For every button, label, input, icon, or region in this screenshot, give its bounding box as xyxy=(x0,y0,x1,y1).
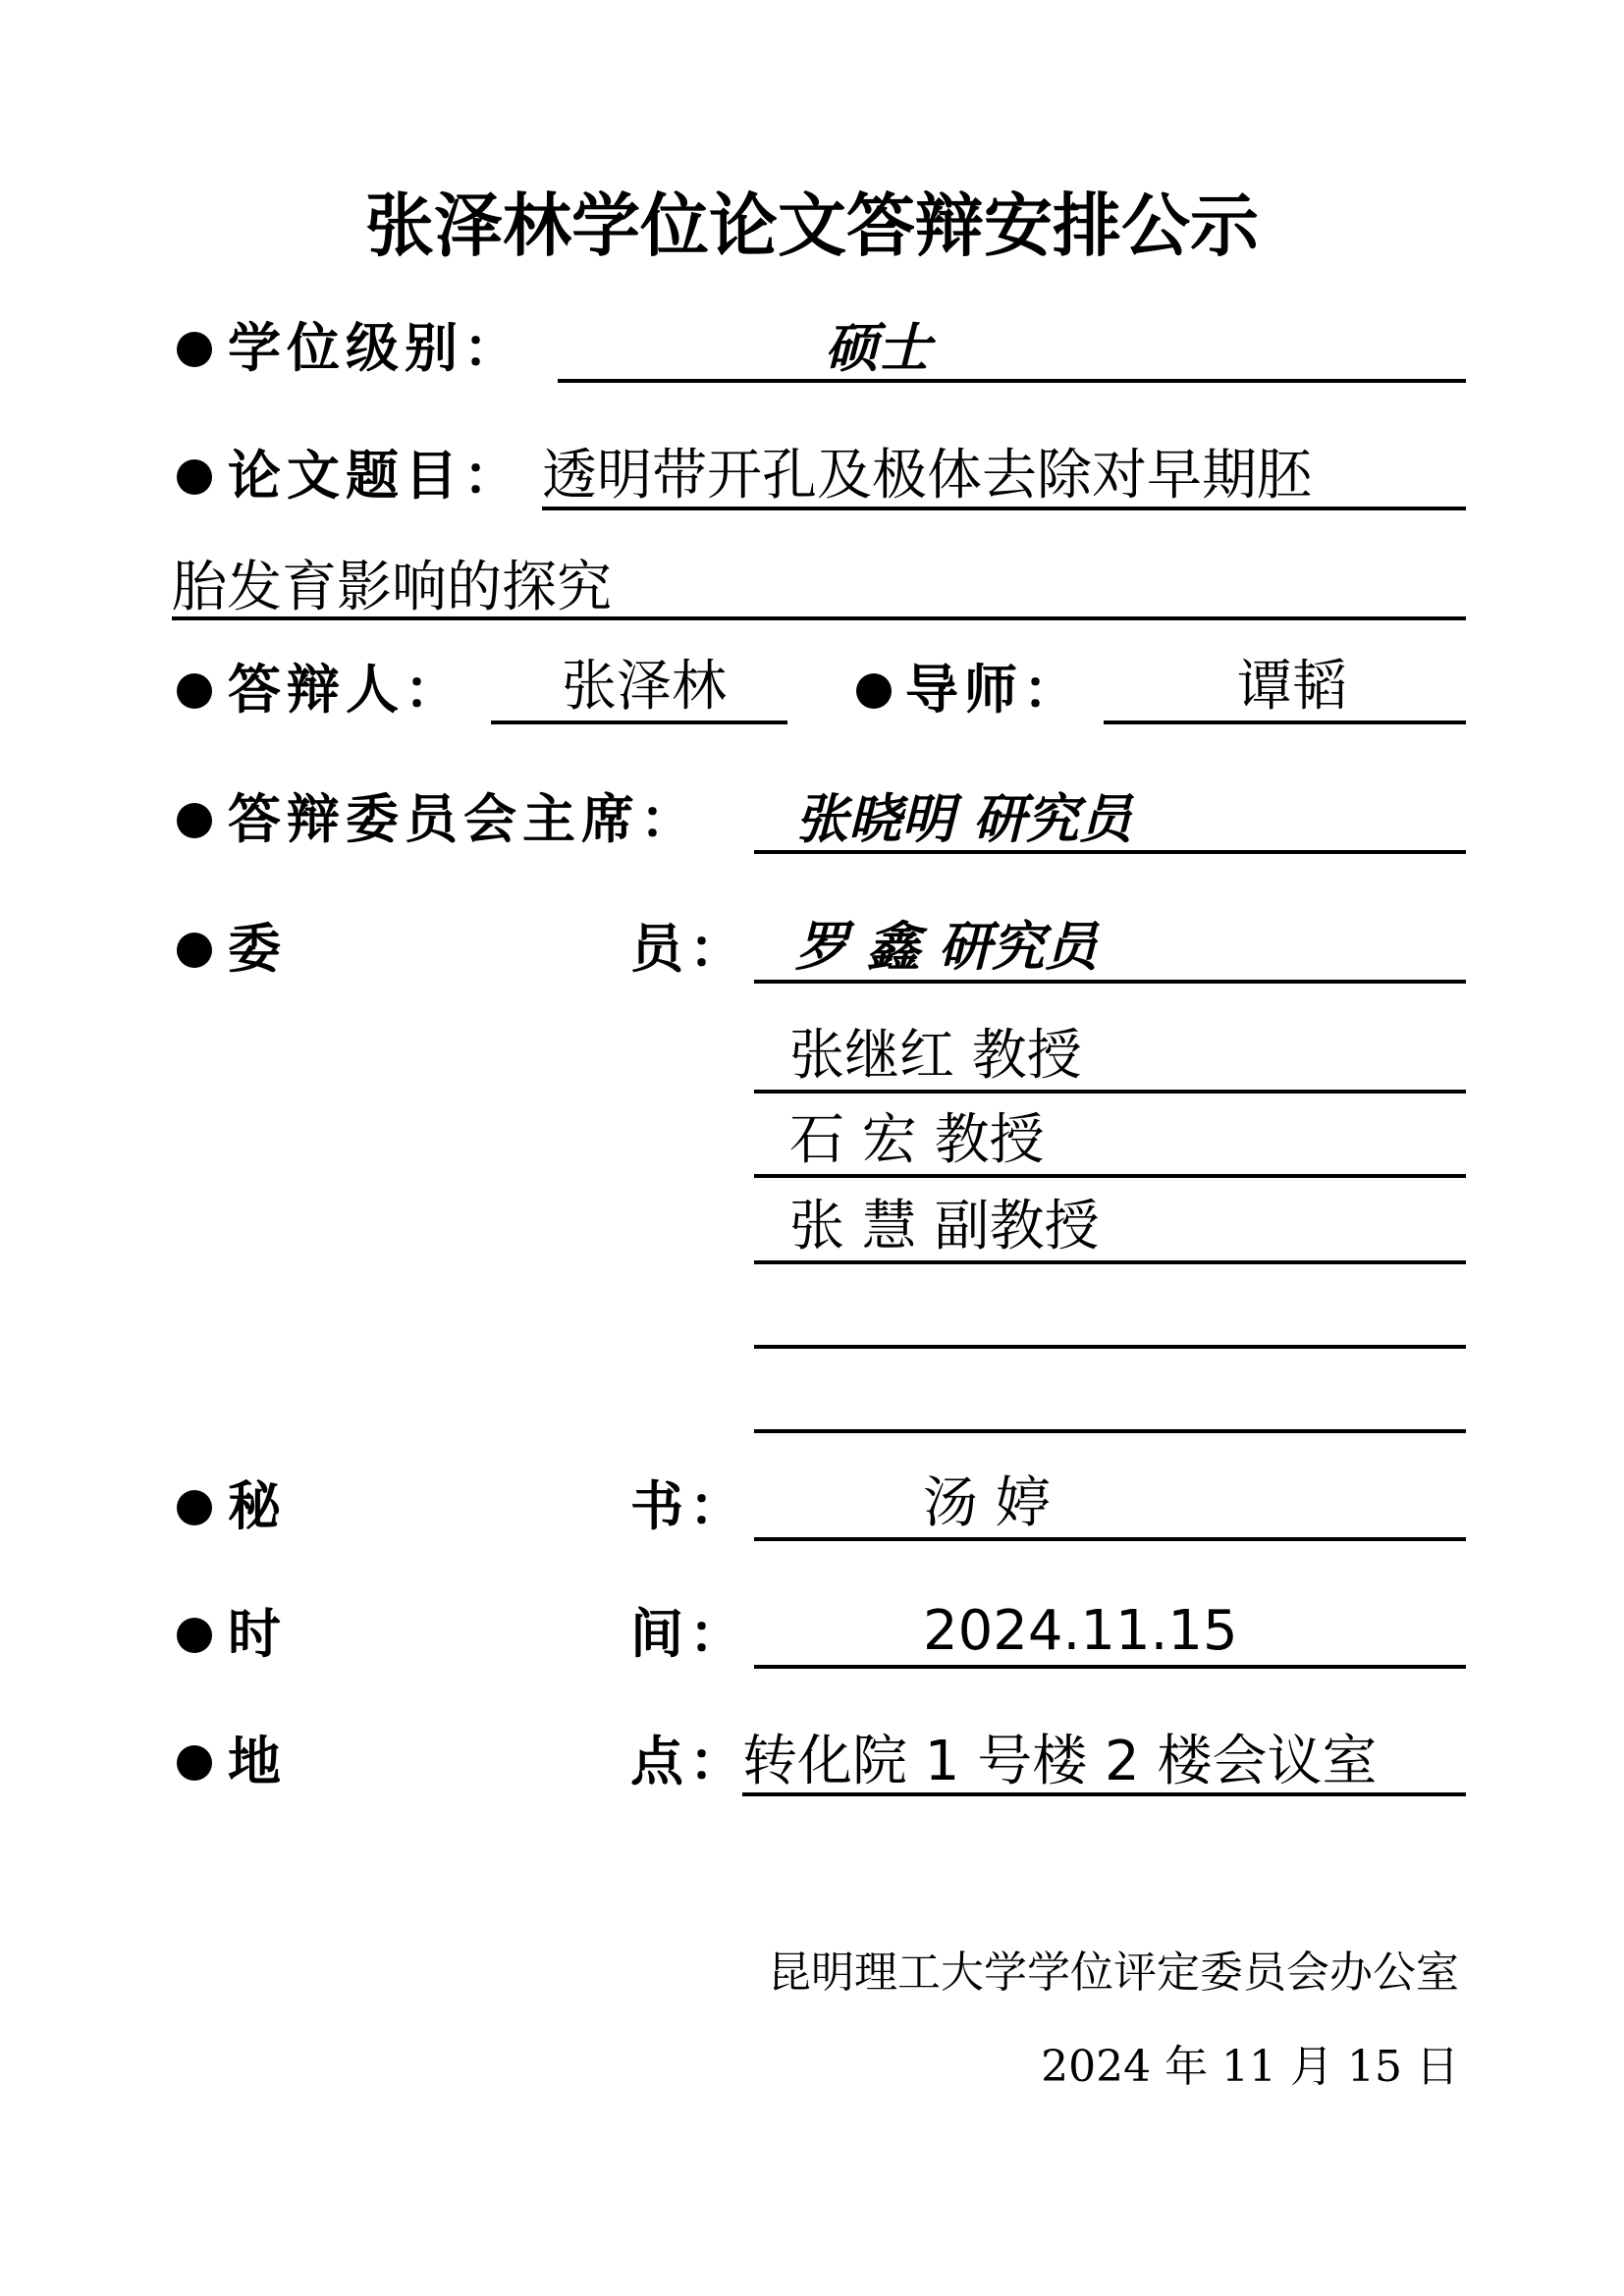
time-label-b: 间： xyxy=(630,1602,748,1665)
member-3: 石 宏 教授 xyxy=(789,1108,1045,1172)
bullet-icon xyxy=(177,803,212,838)
member-4: 张 慧 副教授 xyxy=(789,1195,1100,1258)
degree-label: 学位级别： xyxy=(228,316,522,379)
member-underline-1 xyxy=(754,980,1466,984)
member-1: 罗 鑫 研究员 xyxy=(795,915,1098,978)
member-underline-3 xyxy=(754,1174,1466,1178)
bullet-icon xyxy=(177,673,212,709)
members-label-b: 员： xyxy=(630,917,748,980)
members-label-a: 委 xyxy=(228,917,287,980)
degree-underline xyxy=(558,379,1466,383)
bullet-icon xyxy=(177,1618,212,1653)
secretary-underline xyxy=(754,1537,1466,1541)
thesis-title-line2: 胎发育影响的探究 xyxy=(172,556,612,619)
member-underline-4 xyxy=(754,1260,1466,1264)
advisor-label: 导师： xyxy=(905,658,1082,721)
secretary-label-b: 书： xyxy=(630,1474,748,1537)
defender-label: 答辩人： xyxy=(228,658,463,721)
defender-underline xyxy=(491,721,787,724)
thesis-underline-2 xyxy=(172,616,1466,620)
bullet-icon xyxy=(177,332,212,367)
bullet-icon xyxy=(177,459,212,495)
place-underline xyxy=(742,1792,1466,1796)
bullet-icon xyxy=(177,1490,212,1525)
time-underline xyxy=(754,1665,1466,1669)
member-underline-2 xyxy=(754,1090,1466,1094)
bullet-icon xyxy=(177,1745,212,1781)
page-title: 张泽林学位论文答辩安排公示 xyxy=(365,186,1259,266)
chair-value: 张晓明 研究员 xyxy=(795,787,1132,850)
issuing-office: 昆明理工大学学位评定委员会办公室 xyxy=(768,1948,1459,1998)
place-label-a: 地 xyxy=(228,1730,287,1792)
advisor-value: 谭韬 xyxy=(1237,655,1347,719)
defender-value: 张泽林 xyxy=(562,655,727,719)
bullet-icon xyxy=(856,673,892,709)
secretary-label-a: 秘 xyxy=(228,1474,287,1537)
time-value: 2024.11.15 xyxy=(923,1599,1238,1663)
issue-date: 2024 年 11 月 15 日 xyxy=(1041,2042,1459,2092)
member-underline-5 xyxy=(754,1345,1466,1349)
advisor-underline xyxy=(1104,721,1466,724)
secretary-value: 汤 婷 xyxy=(923,1471,1051,1535)
bullet-icon xyxy=(177,933,212,968)
thesis-title-line1: 透明带开孔及极体去除对早期胚 xyxy=(542,444,1312,507)
thesis-underline-1 xyxy=(542,507,1466,510)
place-value: 转化院 1 号楼 2 楼会议室 xyxy=(742,1730,1378,1793)
chair-underline xyxy=(754,850,1466,854)
degree-value: 硕士 xyxy=(825,316,931,379)
member-2: 张继红 教授 xyxy=(789,1024,1082,1088)
member-underline-6 xyxy=(754,1429,1466,1433)
thesis-label: 论文题目： xyxy=(228,444,522,507)
chair-label: 答辩委员会主席： xyxy=(228,787,699,850)
time-label-a: 时 xyxy=(228,1602,287,1665)
place-label-b: 点： xyxy=(630,1730,748,1792)
